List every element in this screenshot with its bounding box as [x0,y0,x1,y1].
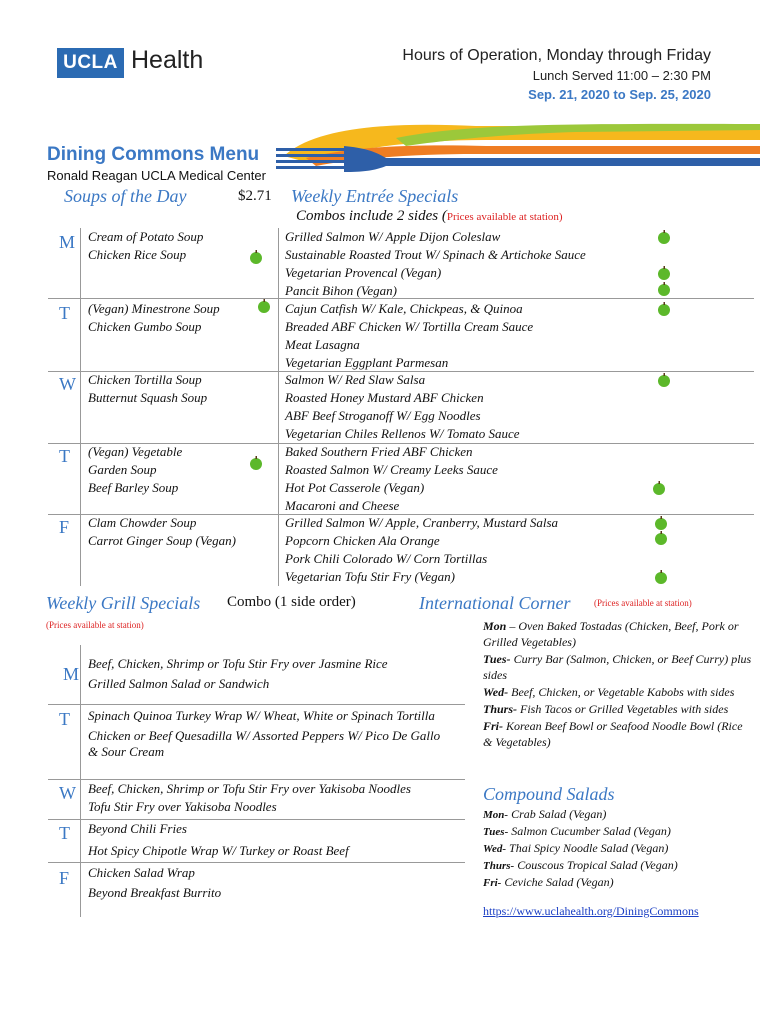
combo-note [296,208,563,225]
intl-day: Fri- [483,719,504,733]
grill-list [88,780,458,816]
entree-item: Pork Chili Colorado W/ Corn Tortillas [285,551,488,566]
entree-item: Macaroni and Cheese [285,498,400,513]
compound-text: Thai Spicy Noodle Salad (Vegan) [509,841,669,855]
soup-list [88,228,203,264]
entree-item: Pancit Bihon (Vegan) [285,283,397,298]
apple-icon [657,266,671,280]
intl-text: Oven Baked Tostadas (Chicken, Beef, Pork or Grilled Vegetables) [483,619,739,649]
day-letter: F [59,517,70,537]
entree-item: Roasted Salmon W/ Creamy Leeks Sauce [285,462,498,477]
international-list [483,618,753,750]
grill-row-divider [48,704,465,705]
entrees-heading: Weekly Entrée Specials [291,186,459,206]
grill-combo: Combo (1 side order) [227,594,356,610]
date-range: Sep. 21, 2020 to Sep. 25, 2020 [528,87,711,102]
international-price-note: (Prices available at station) [594,598,692,608]
column-divider [278,228,279,586]
international-heading: International Corner [419,593,571,613]
intl-day: Tues- [483,652,511,666]
compound-item [483,857,753,874]
entree-item: Baked Southern Fried ABF Chicken [285,444,473,459]
grill-item: Beyond Breakfast Burrito [88,885,222,900]
entree-list [285,514,558,586]
soup-item: (Vegan) Minestrone Soup [88,301,220,316]
apple-icon [249,456,263,470]
soup-item: Carrot Ginger Soup (Vegan) [88,533,236,548]
compound-text: Ceviche Salad (Vegan) [504,875,614,889]
grill-item: Beyond Chili Fries [88,821,187,836]
day-divider [80,228,81,586]
entree-item: Roasted Honey Mustard ABF Chicken [285,390,484,405]
grill-list [88,708,448,760]
day-letter: T [59,446,70,466]
entree-item: Hot Pot Casserole (Vegan) [285,480,425,495]
grill-day-divider [80,645,81,917]
apple-icon [657,373,671,387]
grill-item: Tofu Stir Fry over Yakisoba Noodles [88,799,277,814]
soup-item: Chicken Tortilla Soup [88,372,202,387]
grill-day-letter: W [59,783,76,803]
intl-day: Wed- [483,685,509,699]
soup-list [88,300,220,336]
compound-day: Mon- [483,809,509,821]
hours-line: Hours of Operation, Monday through Friday [402,47,711,64]
compound-day: Wed- [483,843,507,855]
entree-item: Vegetarian Chiles Rellenos W/ Tomato Sauce [285,426,520,441]
intl-text: Korean Beef Bowl or Seafood Noodle Bowl (Rice & Vegetables) [483,719,743,749]
grill-row-divider [48,862,465,863]
apple-icon [657,282,671,296]
grill-price-note: (Prices available at station) [46,620,144,630]
dining-commons-link[interactable]: https://www.uclahealth.org/DiningCommons [483,904,699,918]
grill-item: Grilled Salmon Salad or Sandwich [88,676,270,691]
grill-item: Spinach Quinoa Turkey Wrap W/ Wheat, White or Spinach Tortilla [88,708,435,723]
entree-item: Grilled Salmon W/ Apple Dijon Coleslaw [285,229,501,244]
soup-price: $2.71 [238,188,272,204]
soup-item: Clam Chowder Soup [88,515,197,530]
entree-item: Grilled Salmon W/ Apple, Cranberry, Mustard Salsa [285,515,558,530]
soup-item: Butternut Squash Soup [88,390,208,405]
entree-list [285,228,586,300]
international-item [483,618,753,650]
intl-day: Mon [483,619,507,633]
compound-day: Tues- [483,826,509,838]
compound-heading: Compound Salads [483,784,615,804]
apple-icon [257,299,271,313]
soup-item: (Vegan) Vegetable [88,444,183,459]
grill-day-letter: F [59,868,70,888]
grill-day-letter: M [63,664,80,684]
apple-icon [652,481,666,495]
intl-text: Curry Bar (Salmon, Chicken, or Beef Curry) plus sides [483,652,752,682]
intl-text: Beef, Chicken, or Vegetable Kabobs with sides [511,685,735,699]
day-letter: W [59,374,76,394]
entree-item: Vegetarian Eggplant Parmesan [285,355,449,370]
soup-list [88,514,236,550]
apple-icon [249,250,263,264]
compound-item [483,806,753,823]
international-item [483,701,753,717]
day-letter: T [59,303,70,323]
soup-item: Chicken Rice Soup [88,247,187,262]
grill-item: Chicken Salad Wrap [88,865,195,880]
entree-list [285,371,520,443]
page-title: Dining Commons Menu [47,144,260,165]
grill-item: Beef, Chicken, Shrimp or Tofu Stir Fry over Yakisoba Noodles [88,781,411,796]
grill-day-letter: T [59,823,70,843]
compound-list [483,806,753,891]
ucla-logo-mark: UCLA [57,48,124,78]
entree-list [285,443,498,515]
entree-list [285,300,533,372]
entree-item: Cajun Catfish W/ Kale, Chickpeas, & Quinoa [285,301,523,316]
compound-item [483,823,753,840]
entree-item: Breaded ABF Chicken W/ Tortilla Cream Sauce [285,319,534,334]
compound-text: Salmon Cucumber Salad (Vegan) [511,824,671,838]
day-letter: M [59,232,76,252]
grill-item: Chicken or Beef Quesadilla W/ Assorted Peppers W/ Pico De Gallo & Sour Cream [88,728,441,759]
entree-item: ABF Beef Stroganoff W/ Egg Noodles [285,408,481,423]
international-item [483,651,753,683]
apple-icon [654,570,668,584]
lunch-hours: Lunch Served 11:00 – 2:30 PM [532,68,711,83]
hours-block [402,47,711,102]
soup-list [88,371,207,407]
compound-text: Couscous Tropical Salad (Vegan) [517,858,678,872]
compound-day: Thurs- [483,860,515,872]
combo-text: Combos include 2 sides ( [296,208,447,224]
fork-swoosh-graphic [276,118,760,190]
grill-list [88,820,458,860]
international-item [483,684,753,700]
apple-icon [657,230,671,244]
grill-day-letter: T [59,709,70,729]
entree-item: Salmon W/ Red Slaw Salsa [285,372,426,387]
soups-heading: Soups of the Day [64,186,187,206]
entree-item: Popcorn Chicken Ala Orange [285,533,440,548]
grill-heading: Weekly Grill Specials [46,593,201,613]
soup-item: Garden Soup [88,462,157,477]
health-logo-word: Health [131,46,204,74]
entree-item: Sustainable Roasted Trout W/ Spinach & Artichoke Sauce [285,247,586,262]
combo-price-note: Prices available at station) [446,211,563,223]
international-item [483,718,753,750]
soup-item: Beef Barley Soup [88,480,179,495]
compound-item [483,840,753,857]
intl-sep: – [506,619,519,633]
compound-text: Crab Salad (Vegan) [511,807,607,821]
grill-item: Beef, Chicken, Shrimp or Tofu Stir Fry over Jasmine Rice [88,656,388,671]
grill-list [88,864,458,902]
entree-item: Meat Lasagna [285,337,360,352]
entree-item: Vegetarian Provencal (Vegan) [285,265,442,280]
apple-icon [654,531,668,545]
compound-day: Fri- [483,877,502,889]
apple-icon [657,302,671,316]
soup-item: Cream of Potato Soup [88,229,204,244]
soup-list [88,443,182,497]
entree-item: Vegetarian Tofu Stir Fry (Vegan) [285,569,455,584]
grill-list [88,655,458,693]
intl-day: Thurs- [483,702,518,716]
apple-icon [654,516,668,530]
intl-text: Fish Tacos or Grilled Vegetables with sides [520,702,729,716]
location-subtitle: Ronald Reagan UCLA Medical Center [47,168,266,183]
soup-item: Chicken Gumbo Soup [88,319,202,334]
grill-item: Hot Spicy Chipotle Wrap W/ Turkey or Roast Beef [88,843,349,858]
compound-item [483,874,753,891]
